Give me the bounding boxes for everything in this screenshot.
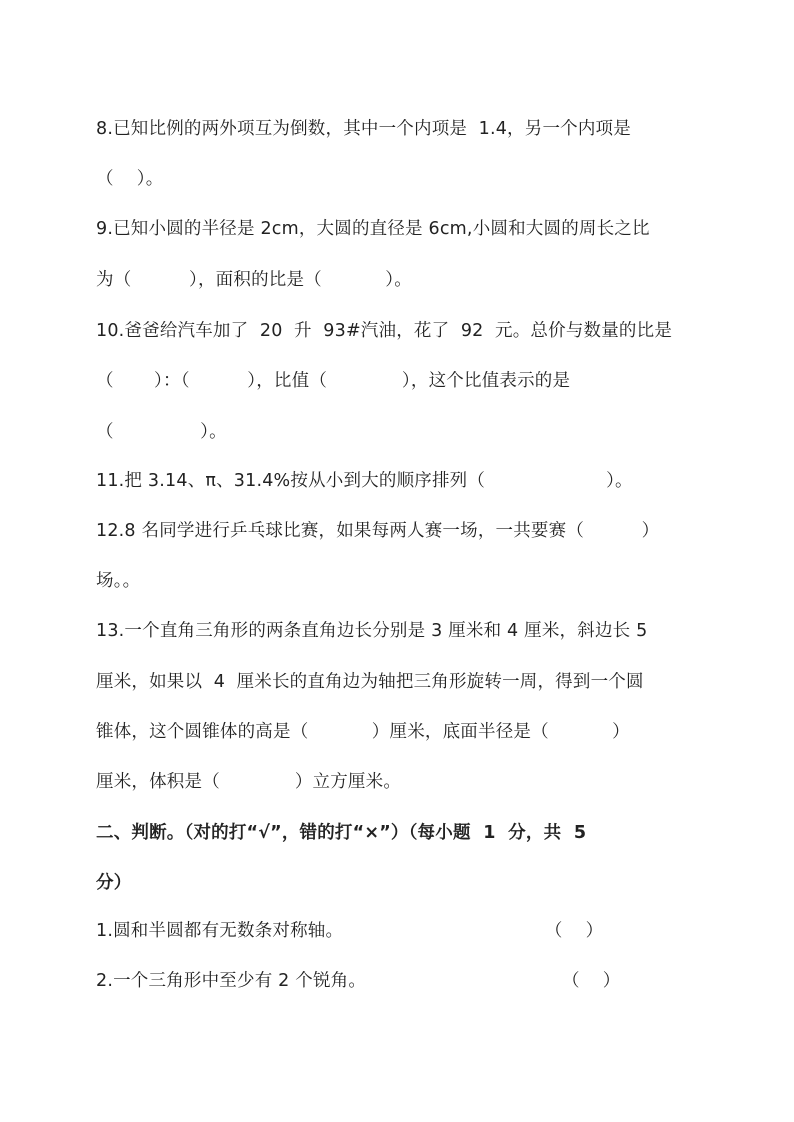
- question-13-line-1: 13.一个直角三角形的两条直角边长分别是 3 厘米和 4 厘米，斜边长 5: [96, 621, 648, 641]
- question-12-line-2: 场。。: [96, 571, 141, 591]
- question-9-line-1: 9.已知小圆的半径是 2cm，大圆的直径是 6cm,小圆和大圆的周长之比: [96, 219, 650, 239]
- question-9-line-2: 为（ ），面积的比是（ ）。: [96, 270, 412, 290]
- question-12-line-1: 12.8 名同学进行乒乓球比赛，如果每两人赛一场，一共要赛（ ）: [96, 521, 660, 541]
- section-2-heading-continued: 分）: [96, 873, 132, 893]
- judge-question-1: 1.圆和半圆都有无数条对称轴。 （ ）: [96, 921, 604, 941]
- question-8-line-2: （ ）。: [96, 169, 164, 189]
- question-13-line-4: 厘米，体积是（ ）立方厘米。: [96, 772, 402, 792]
- question-13-line-3: 锥体，这个圆锥体的高是（ ）厘米，底面半径是（ ）: [96, 722, 630, 742]
- question-10-line-3: （ ）。: [96, 422, 227, 442]
- question-13-line-2: 厘米，如果以 4 厘米长的直角边为轴把三角形旋转一周，得到一个圆: [96, 672, 644, 692]
- question-11-line-1: 11.把 3.14、π、31.4%按从小到大的顺序排列（ ）。: [96, 471, 633, 491]
- question-10-line-2: （ ）：（ ），比值（ ），这个比值表示的是: [96, 371, 571, 391]
- section-2-heading: 二、判断。（对的打“√”，错的打“×”）（每小题 1 分，共 5: [96, 823, 587, 843]
- question-8-line-1: 8.已知比例的两外项互为倒数，其中一个内项是 1.4，另一个内项是: [96, 119, 631, 139]
- judge-question-2: 2.一个三角形中至少有 2 个锐角。 （ ）: [96, 971, 621, 991]
- question-10-line-1: 10.爸爸给汽车加了 20 升 93#汽油，花了 92 元。总价与数量的比是: [96, 321, 673, 341]
